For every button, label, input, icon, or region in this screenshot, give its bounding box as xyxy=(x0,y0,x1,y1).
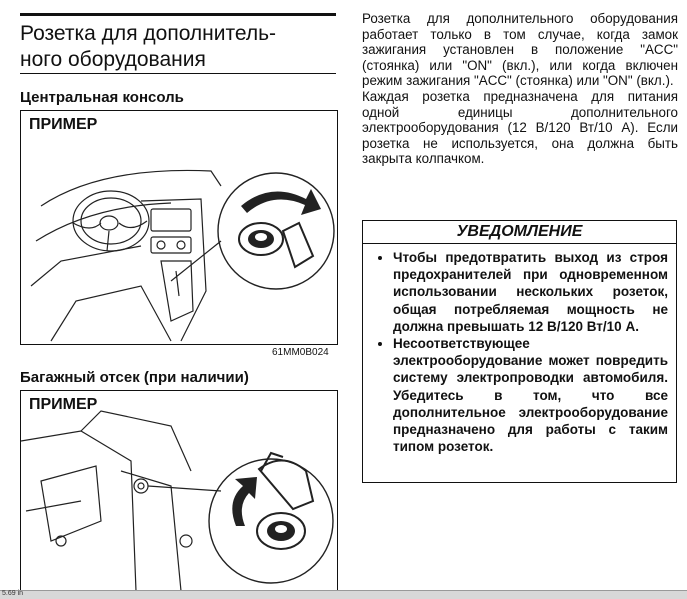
notice-heading: УВЕДОМЛЕНИЕ xyxy=(363,221,676,244)
trunk-illustration xyxy=(21,391,338,590)
figure-code: 61MM0B024 xyxy=(272,347,329,358)
figure-trunk xyxy=(20,390,338,590)
page-title xyxy=(20,21,340,73)
notice-list xyxy=(363,249,676,455)
page-title-line-2: ного оборудования xyxy=(20,48,206,71)
title-bottom-rule xyxy=(20,73,336,74)
section-heading-trunk: Багажный отсек (при наличии) xyxy=(20,369,249,386)
figure-example-label: ПРИМЕР xyxy=(29,396,98,413)
title-top-rule xyxy=(20,13,336,16)
page-size-readout: 5.69 in xyxy=(2,590,24,597)
figure-console xyxy=(20,110,338,345)
description-text xyxy=(362,11,678,167)
paragraph-capacity: Каждая розетка предназначена для питания одной единицы дополнительного электрооборудования (12 В/120 Вт/10 А). Если розетка не используется, она должна быть закрыта колпачком. xyxy=(362,88,678,167)
notice-item-fuses: • Чтобы предотвратить выход из строя предохранителей при одновременном использовании нескольких розеток, общая потребляемая мощность не должна превышать 12 В/120 Вт/10 А. xyxy=(393,249,668,335)
dashboard-illustration xyxy=(21,111,338,345)
notice-item-wiring: • Несоответствующее электрооборудование может повредить систему электропроводки автомобиля. Убедитесь в том, что все дополнительное электрооборудование предназначено для работы с таким типом розеток. xyxy=(393,335,668,455)
page-title-line-1: Розетка для дополнитель- xyxy=(20,22,277,45)
paragraph-operation: Розетка для дополнительного оборудования работает только в том случае, когда замок зажигания установлен в положение "ACC" (стоянка) или "ON" (вкл.), или когда включен режим зажигания "ACC" (стоянка) или "ON" (вкл.). xyxy=(362,11,678,89)
notice-box xyxy=(362,220,677,483)
figure-example-label: ПРИМЕР xyxy=(29,116,98,133)
section-heading-console: Центральная консоль xyxy=(20,89,184,106)
